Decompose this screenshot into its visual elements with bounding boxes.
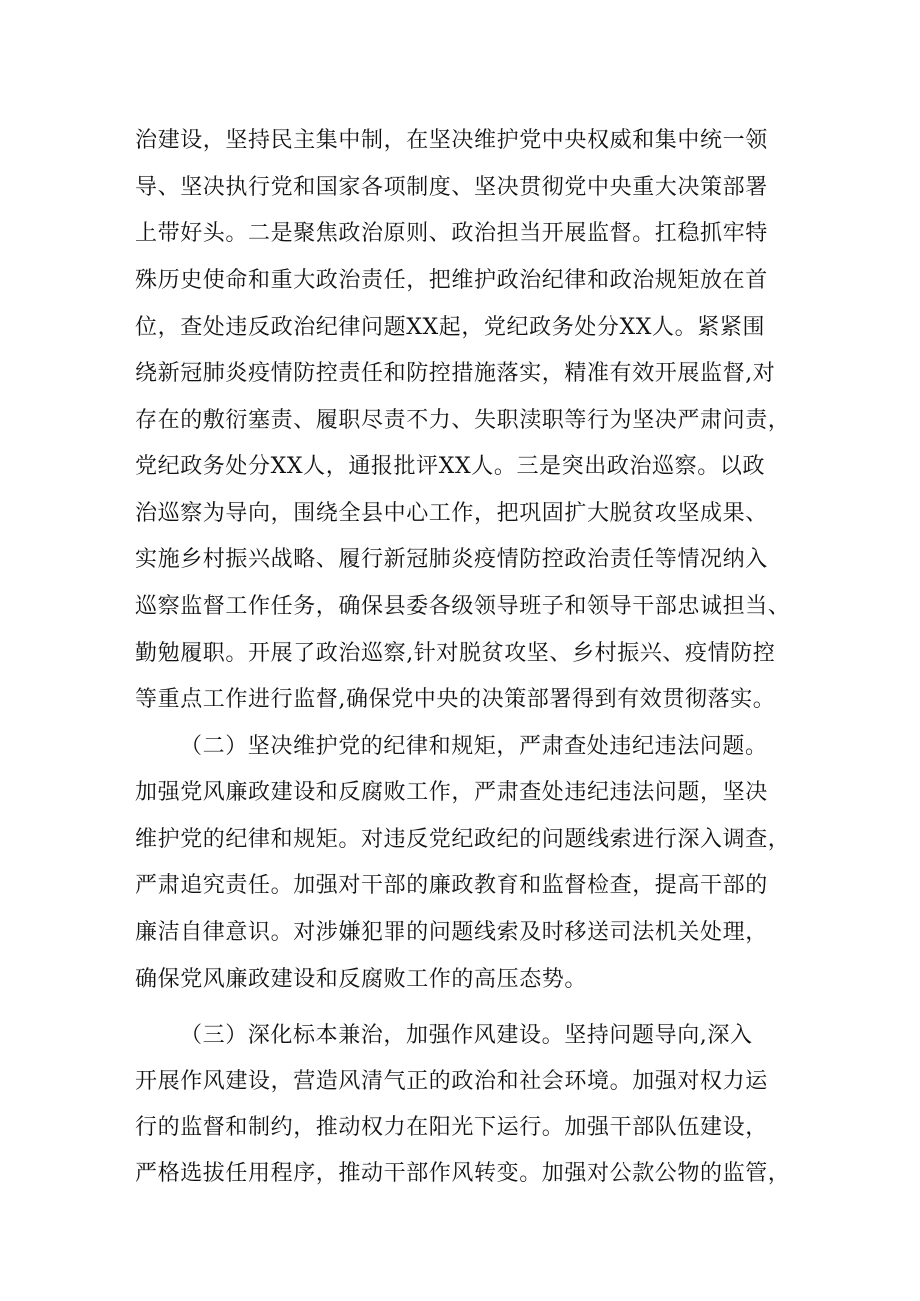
text-line: 开展作风建设，营造风清气正的政治和社会环境。加强对权力运 <box>135 1069 768 1094</box>
text-line: 加强党风廉政建设和反腐败工作，严肃查处违纪违法问题，坚决 <box>135 780 768 805</box>
text-line: 殊历史使命和重大政治责任，把维护政治纪律和政治规矩放在首 <box>135 268 768 293</box>
text-line: 严肃追究责任。加强对干部的廉政教育和监督检查，提高干部的 <box>135 873 768 898</box>
text-line: 确保党风廉政建设和反腐败工作的高压态势。 <box>135 967 588 992</box>
text-line: 维护党的纪律和规矩。对违反党纪政纪的问题线索进行深入调查， <box>135 827 791 852</box>
text-line: 党纪政务处分XX人，通报批评XX人。三是突出政治巡察。以政 <box>135 454 766 479</box>
text-line: 存在的敷衍塞责、履职尽责不力、失职渎职等行为坚决严肃问责， <box>135 408 791 433</box>
section-heading: （三）深化标本兼治，加强作风建设。坚持问题导向,深入 <box>180 1023 753 1048</box>
text-line: 勤勉履职。开展了政治巡察,针对脱贫攻坚、乡村振兴、疫情防控 <box>135 641 776 666</box>
text-line: 实施乡村振兴战略、履行新冠肺炎疫情防控政治责任等情况纳入 <box>135 547 768 572</box>
text-line: 廉洁自律意识。对涉嫌犯罪的问题线索及时移送司法机关处理， <box>135 920 768 945</box>
text-line: 治巡察为导向，围绕全县中心工作，把巩固扩大脱贫攻坚成果、 <box>135 501 768 526</box>
text-line: 上带好头。二是聚焦政治原则、政治担当开展监督。扛稳抓牢特 <box>135 221 768 246</box>
text-line: 导、坚决执行党和国家各项制度、坚决贯彻党中央重大决策部署 <box>135 175 768 200</box>
text-line: 等重点工作进行监督,确保党中央的决策部署得到有效贯彻落实。 <box>135 687 776 712</box>
text-line: 绕新冠肺炎疫情防控责任和防控措施落实，精准有效开展监督,对 <box>135 361 776 386</box>
text-line: 巡察监督工作任务，确保县委各级领导班子和领导干部忠诚担当、 <box>135 594 791 619</box>
text-line: 治建设，坚持民主集中制，在坚决维护党中央权威和集中统一领 <box>135 128 768 153</box>
text-line: 行的监督和制约，推动权力在阳光下运行。加强干部队伍建设， <box>135 1115 768 1140</box>
text-line: 位，查处违反政治纪律问题XX起，党纪政务处分XX人。紧紧围 <box>135 315 766 340</box>
text-line: 严格选拔任用程序，推动干部作风转变。加强对公款公物的监管， <box>135 1161 791 1186</box>
section-heading: （二）坚决维护党的纪律和规矩，严肃查处违纪违法问题。 <box>180 734 768 759</box>
